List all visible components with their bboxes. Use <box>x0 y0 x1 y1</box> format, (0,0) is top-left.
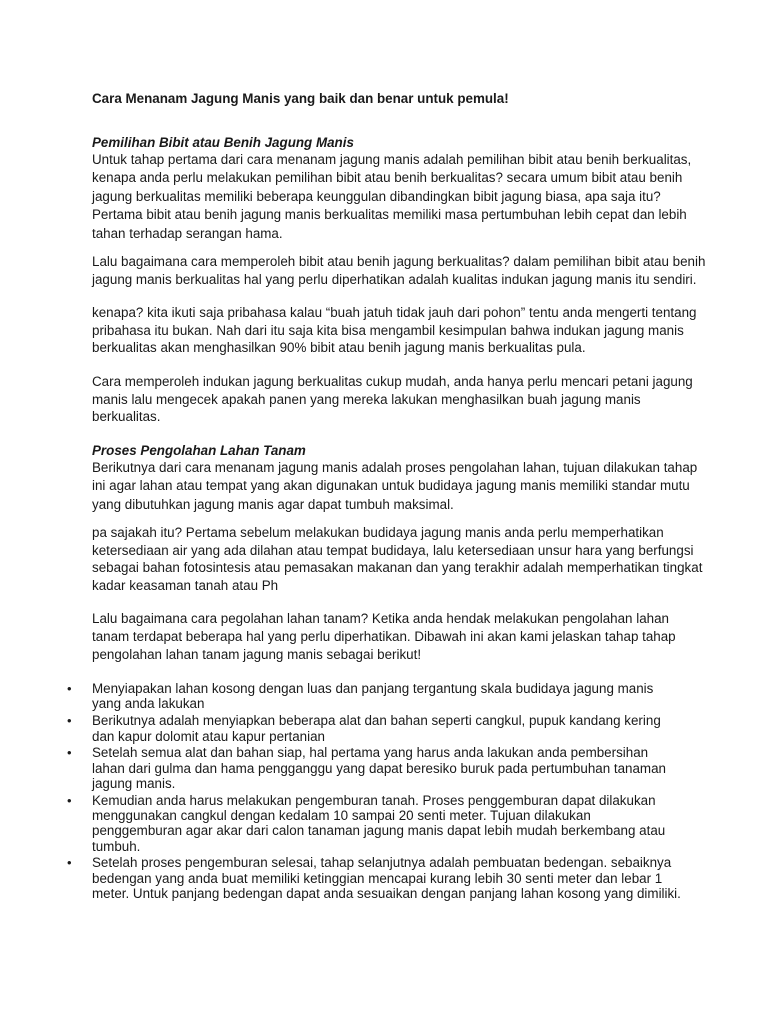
bullet-list <box>66 681 682 901</box>
list-item-text: Berikutnya adalah menyiapkan beberapa alat dan bahan seperti cangkul, pupuk kandang kering dan kapur dolomit atau kapur pertanian <box>92 713 661 744</box>
list-item-text: Setelah semua alat dan bahan siap, hal pertama yang harus anda lakukan anda pembersihan lahan dari gulma dan hama pengganggu yang dapat beresiko buruk pada pertumbuhan tanaman jagung manis. <box>92 745 666 791</box>
paragraph: Lalu bagaimana cara memperoleh bibit atau benih jagung berkualitas? dalam pemilihan bibit atau benih jagung manis berkualitas hal yang perlu diperhatikan adalah kualitas indukan jagung manis itu sendiri. <box>92 254 706 287</box>
bullet-icon: • <box>67 855 72 871</box>
bullet-icon: • <box>67 681 72 697</box>
section-heading-bibit: Pemilihan Bibit atau Benih Jagung Manis <box>92 135 354 150</box>
list-item <box>66 713 682 744</box>
list-item <box>66 681 682 712</box>
list-item <box>66 855 682 901</box>
section-pengolahan <box>67 442 708 902</box>
list-item-text: Menyiapakan lahan kosong dengan luas dan panjang tergantung skala budidaya jagung manis yang anda lakukan <box>92 681 654 712</box>
list-item-text: Setelah proses pengemburan selesai, tahap selanjutnya adalah pembuatan bedengan. sebaiknya bedengan yang anda buat memiliki ketinggian mencapai kurang lebih 30 senti meter dan lebar 1 meter. Untuk panjang bedengan dapat anda sesuaikan dengan panjang lahan kosong yang dimiliki. <box>92 855 681 902</box>
section-bibit <box>92 134 708 426</box>
bullet-icon: • <box>67 713 72 729</box>
paragraph: pa sajakah itu? Pertama sebelum melakukan budidaya jagung manis anda perlu memperhatikan ketersediaan air yang ada dilahan atau tempat budidaya, lalu ketersediaan unsur hara yang berfungsi sebagai bahan fotosintesis atau pemasakan makanan dan yang terakhir adalah memperhatikan tingkat kadar keasaman tanah atau Ph <box>92 525 703 593</box>
list-item <box>66 793 682 854</box>
bullet-icon: • <box>67 792 72 808</box>
list-item <box>66 745 682 791</box>
bullet-icon: • <box>67 745 72 761</box>
paragraph: kenapa? kita ikuti saja pribahasa kalau “buah jatuh tidak jauh dari pohon” tentu anda mengerti tentang pribahasa itu bukan. Nah dari itu saja kita bisa mengambil kesimpulan bahwa indukan jagung manis berkualitas akan menghasilkan 90% bibit atau benih jagung manis berkualitas pula. <box>92 305 697 356</box>
paragraph: Berikutnya dari cara menanam jagung manis adalah proses pengolahan lahan, tujuan dilakukan tahap ini agar lahan atau tempat yang akan digunakan untuk budidaya jagung manis memiliki standar mutu yang dibutuhkan jagung manis agar dapat tumbuh maksimal. <box>92 459 698 512</box>
paragraph: Untuk tahap pertama dari cara menanam jagung manis adalah pemilihan bibit atau benih berkualitas, kenapa anda perlu melakukan pemilihan bibit atau benih berkualitas? secara umum bibit atau benih jagung berkualitas memiliki beberapa keunggulan dibandingkan bibit jagung biasa, apa saja itu? Pertama bibit atau benih jagung manis berkualitas memiliki masa pertumbuhan lebih cepat dan lebih tahan terhadap serangan hama. <box>92 152 692 241</box>
paragraph: Lalu bagaimana cara pegolahan lahan tanam? Ketika anda hendak melakukan pengolahan lahan tanam terdapat beberapa hal yang perlu diperhatikan. Dibawah ini akan kami jelaskan tahap tahap pengolahan lahan tanam jagung manis sebagai berikut! <box>92 611 676 662</box>
section-heading-pengolahan: Proses Pengolahan Lahan Tanam <box>92 442 306 458</box>
paragraph: Cara memperoleh indukan jagung berkualitas cukup mudah, anda hanya perlu mencari petani jagung manis lalu mengecek apakah panen yang mereka lakukan menghasilkan buah jagung manis berkualitas. <box>92 374 693 425</box>
document-title: Cara Menanam Jagung Manis yang baik dan benar untuk pemula! <box>92 91 509 106</box>
list-item-text: Kemudian anda harus melakukan pengemburan tanah. Proses penggemburan dapat dilakukan menggunakan cangkul dengan kedalam 10 sampai 20 senti meter. Tujuan dilakukan penggemburan agar akar dari calon tanaman jagung manis dapat lebih mudah berkembang atau tumbuh. <box>92 792 666 854</box>
